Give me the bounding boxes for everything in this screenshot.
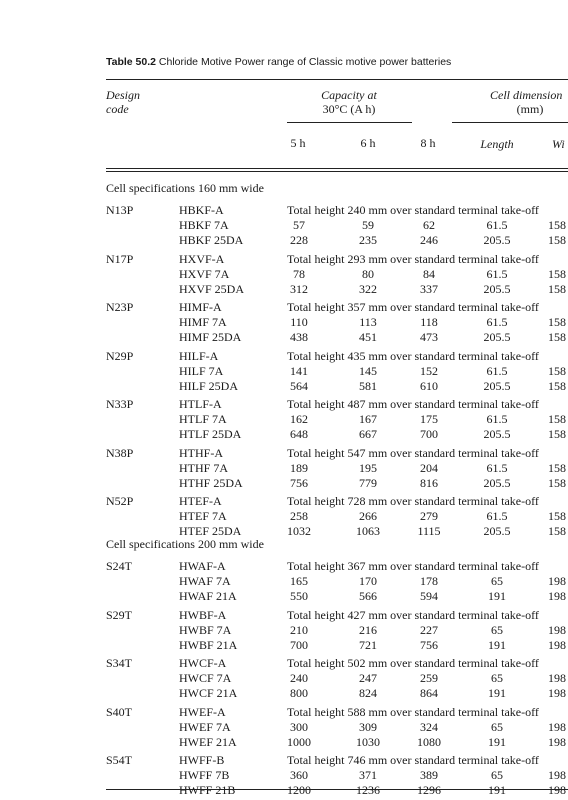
capacity-5h: 141 xyxy=(290,363,308,378)
cell-width: 198 xyxy=(548,719,566,734)
dimension-underline xyxy=(452,122,568,123)
table-label: Table 50.2 xyxy=(106,56,156,68)
cell-type: HIMF 25DA xyxy=(179,330,242,344)
cell-type: HWCF 7A xyxy=(179,671,232,685)
header-capacity-unit: 30°C (A h) xyxy=(322,102,376,116)
capacity-6h: 667 xyxy=(359,427,377,441)
capacity-6h: 721 xyxy=(359,637,377,652)
capacity-5h: 165 xyxy=(290,574,308,588)
top-rule xyxy=(106,79,568,80)
capacity-5h: 189 xyxy=(290,460,308,475)
height-note: Total height 427 mm over standard terminal take-off xyxy=(287,607,539,622)
cell-length: 205.5 xyxy=(483,524,511,538)
cell-length: 61.5 xyxy=(486,363,508,378)
capacity-8h: 610 xyxy=(420,378,438,393)
cell-type: HBKF-A xyxy=(179,203,224,217)
capacity-5h: 57 xyxy=(293,218,305,232)
design-code: N33P xyxy=(106,397,134,411)
height-note: Total height 357 mm over standard terminal take-off xyxy=(287,300,539,314)
capacity-6h: 235 xyxy=(359,233,377,247)
header-6h: 6 h xyxy=(360,136,376,150)
header-rule-2 xyxy=(106,171,568,172)
capacity-8h: 152 xyxy=(420,363,438,378)
cell-type: HWEF 7A xyxy=(179,719,231,734)
design-code: S24T xyxy=(106,559,133,573)
cell-type: HWFF-B xyxy=(179,753,225,767)
cell-length: 191 xyxy=(488,637,506,652)
cell-length: 191 xyxy=(488,734,506,749)
cell-width: 158 xyxy=(548,524,566,538)
capacity-5h: 110 xyxy=(290,315,308,329)
cell-type: HWCF-A xyxy=(179,656,227,670)
capacity-8h: 178 xyxy=(420,574,438,588)
cell-width: 158 xyxy=(548,218,566,232)
cell-length: 61.5 xyxy=(486,218,508,232)
capacity-5h: 258 xyxy=(290,509,308,523)
capacity-8h: 594 xyxy=(420,589,438,603)
cell-length: 191 xyxy=(488,589,506,603)
cell-type: HWAF 21A xyxy=(179,589,237,603)
capacity-5h: 756 xyxy=(290,475,308,490)
cell-type: HTLF 7A xyxy=(179,412,227,426)
capacity-6h: 581 xyxy=(359,378,377,393)
cell-width: 198 xyxy=(548,622,566,637)
capacity-8h: 259 xyxy=(420,671,438,685)
bottom-rule xyxy=(106,789,568,790)
capacity-6h: 113 xyxy=(359,315,377,329)
capacity-6h: 145 xyxy=(359,363,377,378)
header-dimension: Cell dimension xyxy=(490,88,563,102)
capacity-8h: 1296 xyxy=(417,783,441,797)
cell-width: 158 xyxy=(548,266,566,281)
capacity-6h: 195 xyxy=(359,460,377,475)
capacity-underline xyxy=(287,122,412,123)
cell-width: 198 xyxy=(548,671,566,685)
cell-type: HTLF 25DA xyxy=(179,427,242,441)
cell-type: HTHF 7A xyxy=(179,460,229,475)
cell-type: HWCF 21A xyxy=(179,686,238,700)
cell-length: 61.5 xyxy=(486,266,508,281)
design-code: N38P xyxy=(106,445,134,460)
height-note: Total height 547 mm over standard terminal take-off xyxy=(287,445,539,460)
cell-width: 158 xyxy=(548,233,566,247)
capacity-5h: 228 xyxy=(290,233,308,247)
capacity-5h: 1200 xyxy=(287,783,311,797)
capacity-8h: 756 xyxy=(420,637,438,652)
cell-type: HILF 7A xyxy=(179,363,224,378)
cell-width: 158 xyxy=(548,475,566,490)
capacity-6h: 170 xyxy=(359,574,377,588)
height-note: Total height 746 mm over standard terminal take-off xyxy=(287,753,539,767)
cell-length: 65 xyxy=(491,671,503,685)
capacity-8h: 473 xyxy=(420,330,438,344)
capacity-8h: 279 xyxy=(420,509,438,523)
capacity-5h: 438 xyxy=(290,330,308,344)
capacity-5h: 1000 xyxy=(287,734,311,749)
cell-width: 158 xyxy=(548,363,566,378)
capacity-5h: 648 xyxy=(290,427,308,441)
cell-type: HTEF 25DA xyxy=(179,524,242,538)
height-note: Total height 502 mm over standard terminal take-off xyxy=(287,656,539,670)
design-code: N13P xyxy=(106,203,134,217)
header-length: Length xyxy=(480,137,514,151)
height-note: Total height 367 mm over standard terminal take-off xyxy=(287,559,539,573)
capacity-8h: 337 xyxy=(420,281,438,296)
cell-type: HTLF-A xyxy=(179,397,222,411)
design-code: N52P xyxy=(106,494,134,508)
section-title: Cell specifications 160 mm wide xyxy=(106,181,264,195)
section-title: Cell specifications 200 mm wide xyxy=(106,537,264,551)
cell-length: 65 xyxy=(491,719,503,734)
capacity-8h: 204 xyxy=(420,460,438,475)
cell-length: 205.5 xyxy=(483,281,511,296)
height-note: Total height 728 mm over standard terminal take-off xyxy=(287,494,539,508)
capacity-6h: 216 xyxy=(359,622,377,637)
cell-type: HTEF-A xyxy=(179,494,222,508)
height-note: Total height 588 mm over standard terminal take-off xyxy=(287,704,539,719)
capacity-6h: 309 xyxy=(359,719,377,734)
cell-width: 158 xyxy=(548,315,566,329)
cell-length: 65 xyxy=(491,574,503,588)
capacity-5h: 240 xyxy=(290,671,308,685)
cell-length: 205.5 xyxy=(483,427,511,441)
capacity-6h: 1030 xyxy=(356,734,380,749)
cell-type: HIMF-A xyxy=(179,300,222,314)
cell-length: 61.5 xyxy=(486,509,508,523)
capacity-6h: 371 xyxy=(359,768,377,782)
cell-width: 158 xyxy=(548,281,566,296)
capacity-8h: 700 xyxy=(420,427,438,441)
header-5h: 5 h xyxy=(290,136,306,150)
cell-width: 158 xyxy=(548,460,566,475)
cell-length: 205.5 xyxy=(483,330,511,344)
capacity-6h: 266 xyxy=(359,509,377,523)
capacity-8h: 1080 xyxy=(417,734,441,749)
design-code: S29T xyxy=(106,607,133,622)
capacity-5h: 162 xyxy=(290,412,308,426)
capacity-5h: 700 xyxy=(290,637,308,652)
height-note: Total height 293 mm over standard terminal take-off xyxy=(287,251,539,266)
header-design: Design xyxy=(106,88,140,102)
cell-length: 205.5 xyxy=(483,475,511,490)
design-code: N17P xyxy=(106,251,134,266)
header-code: code xyxy=(106,102,129,116)
cell-length: 191 xyxy=(488,686,506,700)
cell-type: HWAF-A xyxy=(179,559,226,573)
capacity-5h: 312 xyxy=(290,281,308,296)
cell-length: 191 xyxy=(488,783,506,797)
design-code: S40T xyxy=(106,704,133,719)
cell-type: HXVF 25DA xyxy=(179,281,245,296)
cell-width: 198 xyxy=(548,734,566,749)
capacity-6h: 566 xyxy=(359,589,377,603)
capacity-8h: 864 xyxy=(420,686,438,700)
capacity-5h: 210 xyxy=(290,622,308,637)
cell-type: HWFF 21B xyxy=(179,783,236,797)
capacity-5h: 564 xyxy=(290,378,308,393)
cell-width: 198 xyxy=(548,686,566,700)
capacity-8h: 324 xyxy=(420,719,438,734)
header-rule-1 xyxy=(106,168,568,169)
capacity-6h: 80 xyxy=(362,266,374,281)
cell-type: HWFF 7B xyxy=(179,768,230,782)
design-code: N23P xyxy=(106,300,134,314)
capacity-5h: 550 xyxy=(290,589,308,603)
cell-type: HILF 25DA xyxy=(179,378,238,393)
cell-width: 158 xyxy=(548,412,566,426)
cell-width: 158 xyxy=(548,509,566,523)
height-note: Total height 240 mm over standard terminal take-off xyxy=(287,203,539,217)
cell-type: HILF-A xyxy=(179,348,219,363)
cell-width: 198 xyxy=(548,589,566,603)
header-capacity: Capacity at xyxy=(321,88,377,102)
capacity-8h: 1115 xyxy=(417,524,441,538)
cell-type: HXVF 7A xyxy=(179,266,230,281)
design-code: S54T xyxy=(106,753,133,767)
design-code: N29P xyxy=(106,348,134,363)
capacity-6h: 1236 xyxy=(356,783,380,797)
cell-type: HWAF 7A xyxy=(179,574,231,588)
capacity-5h: 1032 xyxy=(287,524,311,538)
cell-width: 158 xyxy=(548,330,566,344)
capacity-8h: 84 xyxy=(423,266,435,281)
cell-type: HWBF 7A xyxy=(179,622,232,637)
header-8h: 8 h xyxy=(420,136,436,150)
capacity-8h: 227 xyxy=(420,622,438,637)
cell-type: HWEF 21A xyxy=(179,734,237,749)
cell-type: HTHF 25DA xyxy=(179,475,243,490)
cell-width: 198 xyxy=(548,783,566,797)
capacity-5h: 360 xyxy=(290,768,308,782)
cell-type: HBKF 7A xyxy=(179,218,229,232)
header-width: Wi xyxy=(552,137,565,151)
capacity-5h: 78 xyxy=(293,266,305,281)
design-code: S34T xyxy=(106,656,133,670)
cell-width: 198 xyxy=(548,637,566,652)
capacity-8h: 175 xyxy=(420,412,438,426)
capacity-8h: 389 xyxy=(420,768,438,782)
cell-length: 61.5 xyxy=(486,315,508,329)
cell-length: 205.5 xyxy=(483,233,511,247)
capacity-6h: 451 xyxy=(359,330,377,344)
cell-length: 65 xyxy=(491,768,503,782)
header-dimension-unit: (mm) xyxy=(516,102,544,116)
cell-type: HTHF-A xyxy=(179,445,223,460)
cell-width: 158 xyxy=(548,378,566,393)
capacity-5h: 800 xyxy=(290,686,308,700)
cell-length: 205.5 xyxy=(483,378,511,393)
table-caption xyxy=(106,56,451,68)
height-note: Total height 435 mm over standard terminal take-off xyxy=(287,348,539,363)
cell-length: 65 xyxy=(491,622,503,637)
capacity-6h: 167 xyxy=(359,412,377,426)
cell-type: HWBF-A xyxy=(179,607,227,622)
cell-type: HWBF 21A xyxy=(179,637,238,652)
cell-type: HBKF 25DA xyxy=(179,233,244,247)
capacity-6h: 322 xyxy=(359,281,377,296)
capacity-8h: 118 xyxy=(420,315,438,329)
cell-width: 198 xyxy=(548,768,566,782)
cell-length: 61.5 xyxy=(486,412,508,426)
table-title: Chloride Motive Power range of Classic motive power batteries xyxy=(158,56,452,68)
capacity-6h: 59 xyxy=(362,218,374,232)
cell-width: 158 xyxy=(548,427,566,441)
capacity-8h: 246 xyxy=(420,233,438,247)
cell-type: HXVF-A xyxy=(179,251,225,266)
cell-length: 61.5 xyxy=(486,460,508,475)
capacity-6h: 1063 xyxy=(356,524,380,538)
capacity-8h: 816 xyxy=(420,475,438,490)
capacity-6h: 824 xyxy=(359,686,377,700)
cell-type: HWEF-A xyxy=(179,704,226,719)
capacity-6h: 247 xyxy=(359,671,377,685)
cell-width: 198 xyxy=(548,574,566,588)
capacity-6h: 779 xyxy=(359,475,377,490)
cell-type: HTEF 7A xyxy=(179,509,227,523)
capacity-5h: 300 xyxy=(290,719,308,734)
cell-type: HIMF 7A xyxy=(179,315,227,329)
capacity-8h: 62 xyxy=(423,218,435,232)
height-note: Total height 487 mm over standard terminal take-off xyxy=(287,397,539,411)
